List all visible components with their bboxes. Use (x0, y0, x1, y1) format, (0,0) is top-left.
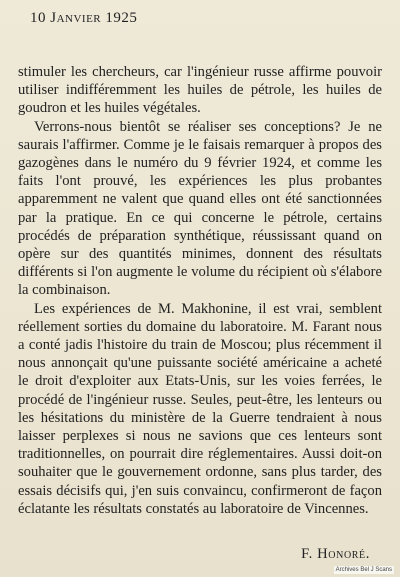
paragraph-3: Les expériences de M. Makhonine, il est vrai, semblent réellement sorties du domaine du laboratoire. M. Farant nous a conté jadis l'histoire du train de Moscou; plus récemment il nous annonçait qu'une puissante société américaine a acheté le droit d'exploiter aux Etats-Unis, sur les voies ferrées, le procédé de l'ingénieur russe. Seules, peut-être, les lenteurs ou les hésitations du ministère de la Guerre tendraient à nous laisser perplexes si nous ne savions que ces lenteurs sont traditionnelles, on pourrait dire réglementaires. Aussi doit-on souhaiter que le gouvernement ordonne, sans plus tarder, des essais décisifs qui, j'en suis convaincu, confirmeront de façon éclatante les résultats constatés au laboratoire de Vincennes. (18, 300, 382, 517)
header-year: 1925 (105, 10, 138, 26)
archive-watermark: Archives Bel J Scans (335, 567, 392, 573)
paragraph-2: Verrons-nous bientôt se réaliser ses conceptions? Je ne saurais l'affirmer. Comme je le faisais remarquer à propos des gazogènes dans le numéro du 9 février 1924, et comme les faits l'ont prouvé, les expériences les plus probantes apparemment ne valent que quand elles ont été sanctionnées par la pratique. En ce qui concerne le pétrole, certains procédés de préparation synthétique, réussissant quand on opère sur des quantités minimes, donnent des résultats différents si l'on augmente le volume du récipient où s'élabore la combinaison. (18, 118, 382, 299)
paragraph-1: stimuler les chercheurs, car l'ingénieur russe affirme pouvoir utiliser indifféremment les huiles de pétrole, les huiles de goudron et les huiles végétales. (18, 64, 382, 117)
signature-initial: F. (301, 546, 313, 562)
page-header (30, 10, 137, 27)
signature-name: Honoré. (317, 546, 370, 562)
header-day: 10 (30, 10, 46, 26)
article-body (18, 63, 382, 518)
header-month: Janvier (50, 10, 102, 26)
author-signature (301, 546, 370, 563)
